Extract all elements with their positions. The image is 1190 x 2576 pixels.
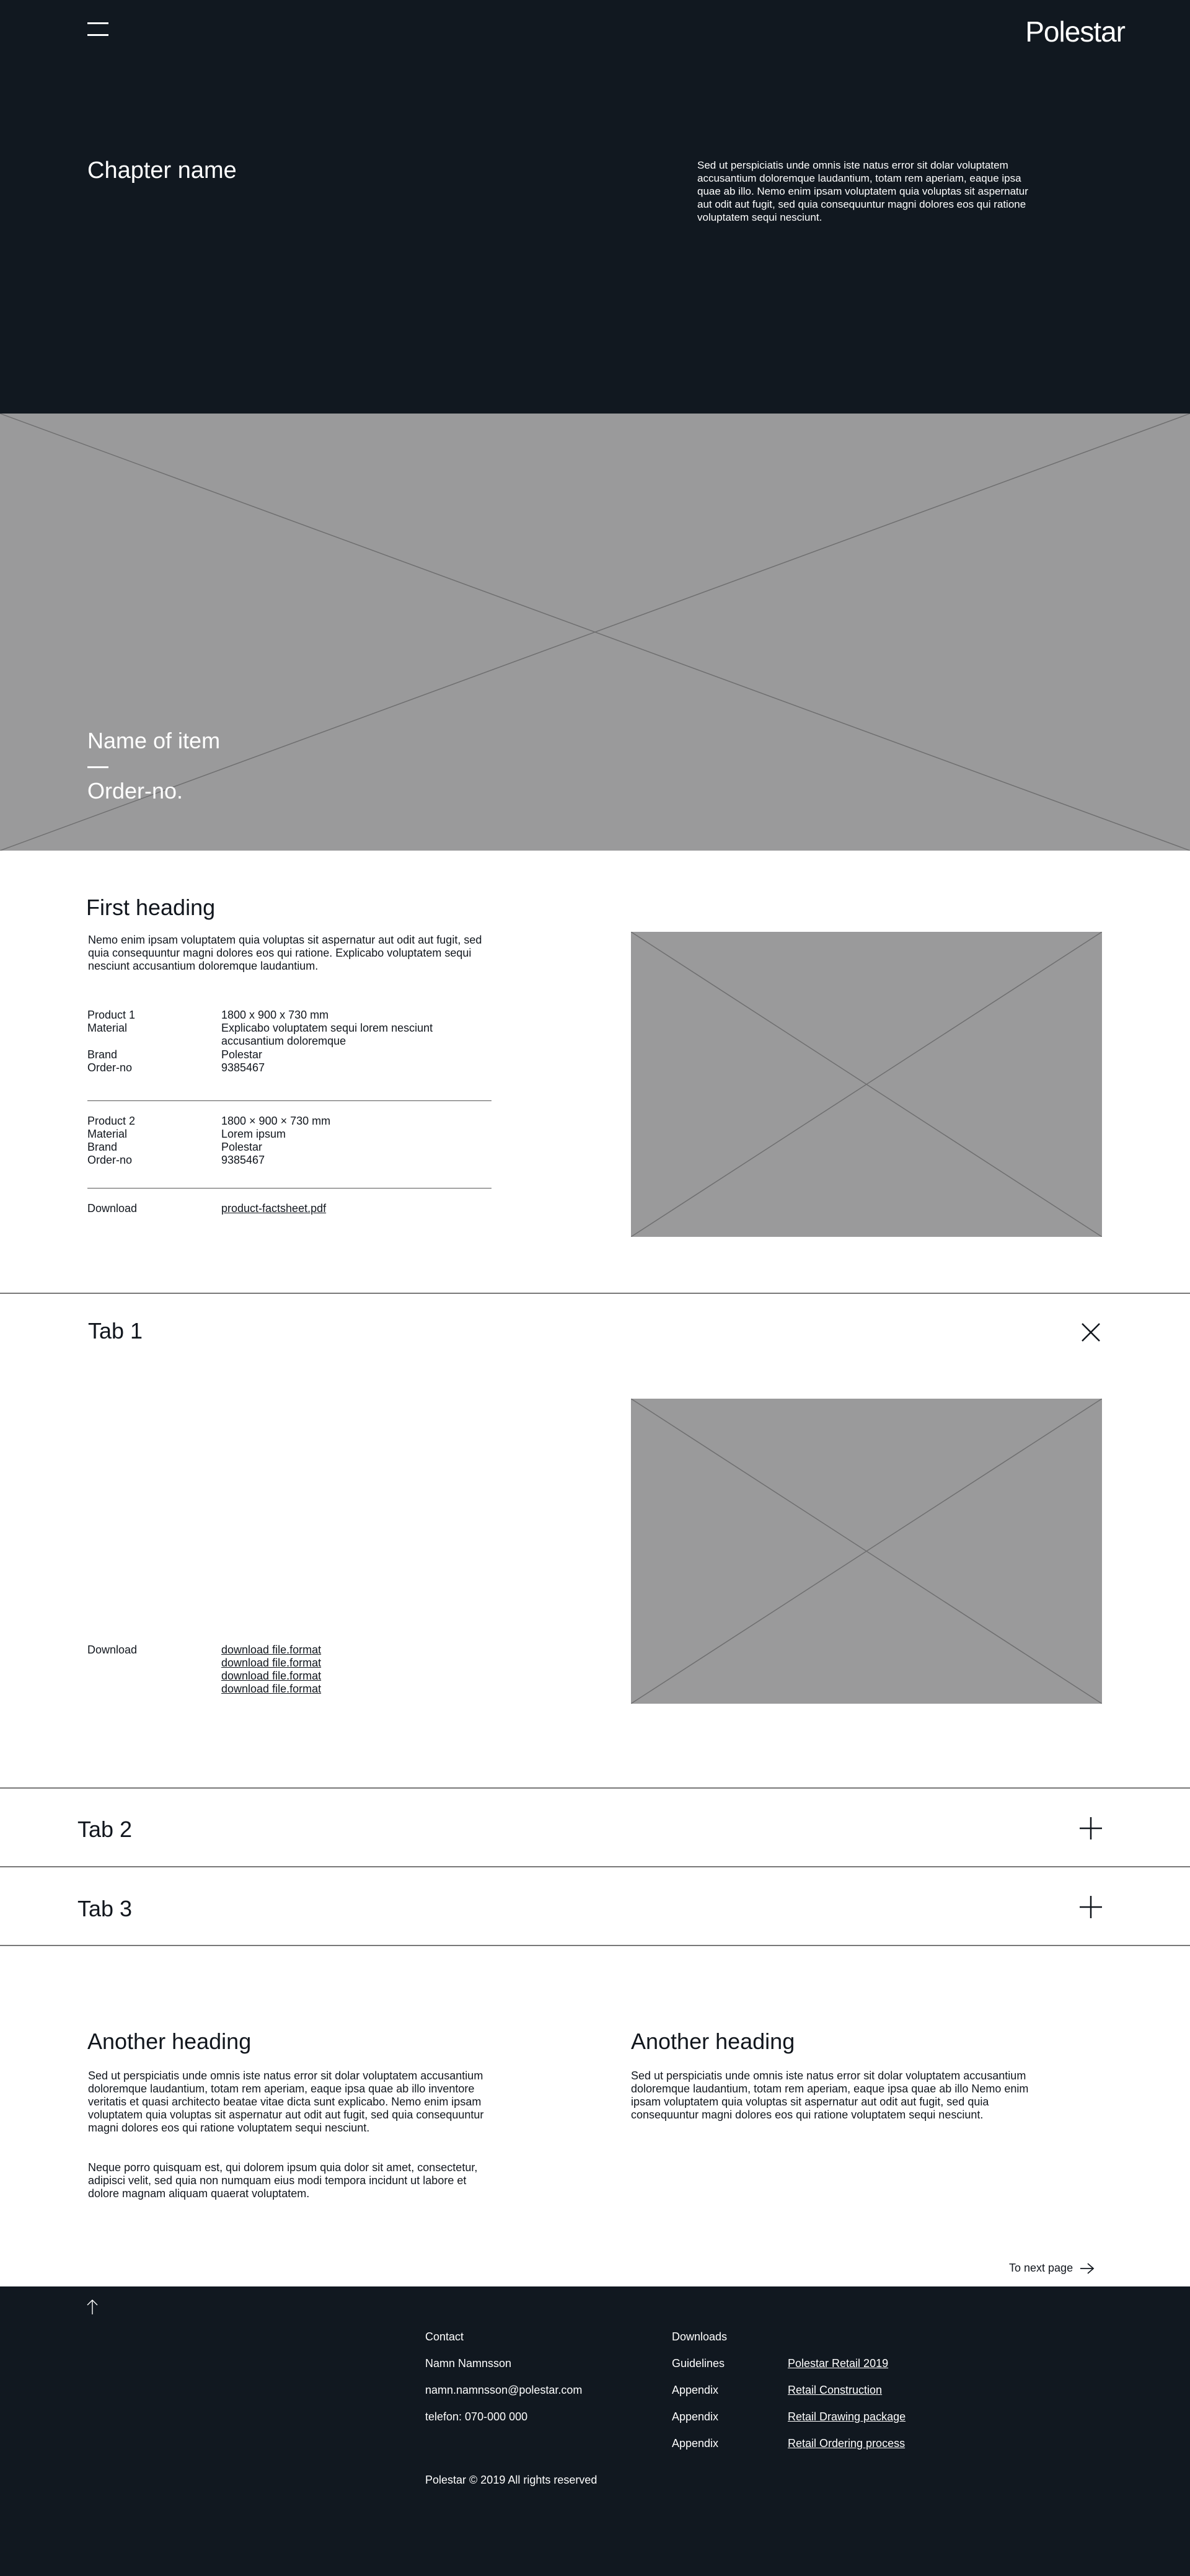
tab-1-title[interactable]: Tab 1 [88, 1318, 143, 1343]
download-label: Appendix [672, 2384, 719, 2396]
another-text-left-2: Neque porro quisquam est, qui dolorem ipsum quia dolor sit amet, consectetur, adipisci velit, sed quia non numquam eius modi tempora incidunt ut labore et dolore magnam aliquam quaerat voluptatem. [88, 2161, 478, 2200]
spec-label: Material [87, 1022, 128, 1034]
another-heading-left: Another heading [87, 2029, 252, 2054]
contact-name: Namn Namnsson [425, 2357, 512, 2370]
download-link[interactable]: Retail Ordering process [788, 2437, 906, 2450]
spec-size: 1800 × 900 × 730 mm [221, 1115, 331, 1127]
footer [0, 2286, 1190, 2576]
spec-label: Order-no [87, 1154, 133, 1166]
chapter-title: Chapter name [87, 157, 237, 184]
copyright: Polestar © 2019 All rights reserved [425, 2474, 597, 2486]
first-heading: First heading [86, 895, 216, 920]
download-file-link[interactable]: download file.format [221, 1683, 322, 1695]
item-divider [87, 766, 108, 768]
spec-material: Explicabo voluptatem sequi lorem nesciunt accusantium doloremque [221, 1022, 433, 1047]
download-label: Download [87, 1644, 138, 1656]
tab-3-title[interactable]: Tab 3 [77, 1896, 133, 1921]
spec-brand: Polestar [221, 1048, 263, 1061]
contact-phone: telefon: 070-000 000 [425, 2410, 528, 2423]
spec-order-no: 9385467 [221, 1061, 265, 1074]
download-file-link[interactable]: download file.format [221, 1670, 322, 1682]
next-page-label: To next page [1009, 2262, 1073, 2274]
close-icon[interactable] [1081, 1322, 1101, 1342]
section-divider [0, 1293, 1190, 1294]
download-file-list [221, 1644, 407, 1696]
contact-email[interactable]: namn.namnsson@polestar.com [425, 2384, 583, 2396]
first-section-text: Nemo enim ipsam voluptatem quia voluptas sit aspernatur aut odit aut fugit, sed quia consequuntur magni dolores eos qui ratione. Explicabo voluptatem sequi nesciunt accusantium doloremque laudantium. [88, 934, 482, 972]
spec-label: Brand [87, 1141, 118, 1153]
another-text-left-1: Sed ut perspiciatis unde omnis iste natus error sit dolar voluptatem accusantium doloremque laudantium, totam rem aperiam, eaque ipsa quae ab illo inventore veritatis et quasi architecto beatae vitae dicta sunt explicabo. Nemo enim ipsam voluptatem quia voluptas sit aspernatur aut odit aut fugit, sed quia consequuntur magni dolores eos qui ratione voluptatem sequi nesciunt. [88, 2069, 484, 2134]
factsheet-download-link[interactable]: product-factsheet.pdf [221, 1202, 327, 1215]
spec-label: Order-no [87, 1061, 133, 1074]
tab-2-title[interactable]: Tab 2 [77, 1817, 133, 1842]
spec-size: 1800 x 900 x 730 mm [221, 1009, 329, 1021]
another-text-right: Sed ut perspiciatis unde omnis iste natus error sit dolar voluptatem accusantium doloremque laudantium, totam rem aperiam, eaque ipsa quae ab illo Nemo enim ipsam voluptatem quia voluptas sit aspernatur aut odit aut fugit, sed quia consequuntur magni dolores eos qui ratione voluptatem sequi nesciunt. [631, 2069, 1029, 2121]
contact-title: Contact [425, 2330, 464, 2343]
spec-order-no: 9385467 [221, 1154, 265, 1166]
download-label: Appendix [672, 2410, 719, 2423]
download-label: Download [87, 1202, 138, 1215]
spec-label: Material [87, 1128, 128, 1140]
arrow-up-icon[interactable] [86, 2299, 99, 2315]
spec-material: Lorem ipsum [221, 1128, 286, 1140]
download-link[interactable]: Retail Construction [788, 2384, 883, 2396]
divider [87, 1100, 491, 1101]
section-divider [0, 1866, 1190, 1867]
download-label: Guidelines [672, 2357, 725, 2370]
hamburger-menu-icon[interactable] [87, 21, 108, 37]
spec-label: Brand [87, 1048, 118, 1061]
product-image-placeholder [631, 932, 1102, 1237]
plus-icon[interactable] [1080, 1817, 1102, 1839]
next-page-link[interactable] [1009, 2262, 1095, 2275]
spec-brand: Polestar [221, 1141, 263, 1153]
download-file-link[interactable]: download file.format [221, 1644, 322, 1656]
tab-image-placeholder [631, 1399, 1102, 1704]
download-link[interactable]: Polestar Retail 2019 [788, 2357, 889, 2370]
plus-icon[interactable] [1080, 1896, 1102, 1918]
download-link[interactable]: Retail Drawing package [788, 2410, 906, 2423]
spec-label: Product 1 [87, 1009, 136, 1021]
download-label: Appendix [672, 2437, 719, 2450]
hero-section [0, 0, 1190, 414]
downloads-title: Downloads [672, 2330, 728, 2343]
section-divider [0, 1787, 1190, 1789]
chapter-intro-text: Sed ut perspiciatis unde omnis iste natus error sit dolar voluptatem accusantium doloremque laudantium, totam rem aperiam, eaque ipsa quae ab illo. Nemo enim ipsam voluptatem quia voluptas sit aspernatur aut odit aut fugit, sed quia consequuntur magni dolores eos qui ratione voluptatem sequi nesciunt. [697, 159, 1028, 223]
another-heading-right: Another heading [631, 2029, 795, 2054]
download-file-link[interactable]: download file.format [221, 1657, 322, 1669]
item-order-no: Order-no. [87, 778, 183, 803]
spec-label: Product 2 [87, 1115, 136, 1127]
polestar-logo[interactable]: Polestar [1025, 15, 1125, 48]
section-divider [0, 1945, 1190, 1946]
item-name: Name of item [87, 728, 221, 753]
arrow-right-icon [1080, 2262, 1095, 2275]
